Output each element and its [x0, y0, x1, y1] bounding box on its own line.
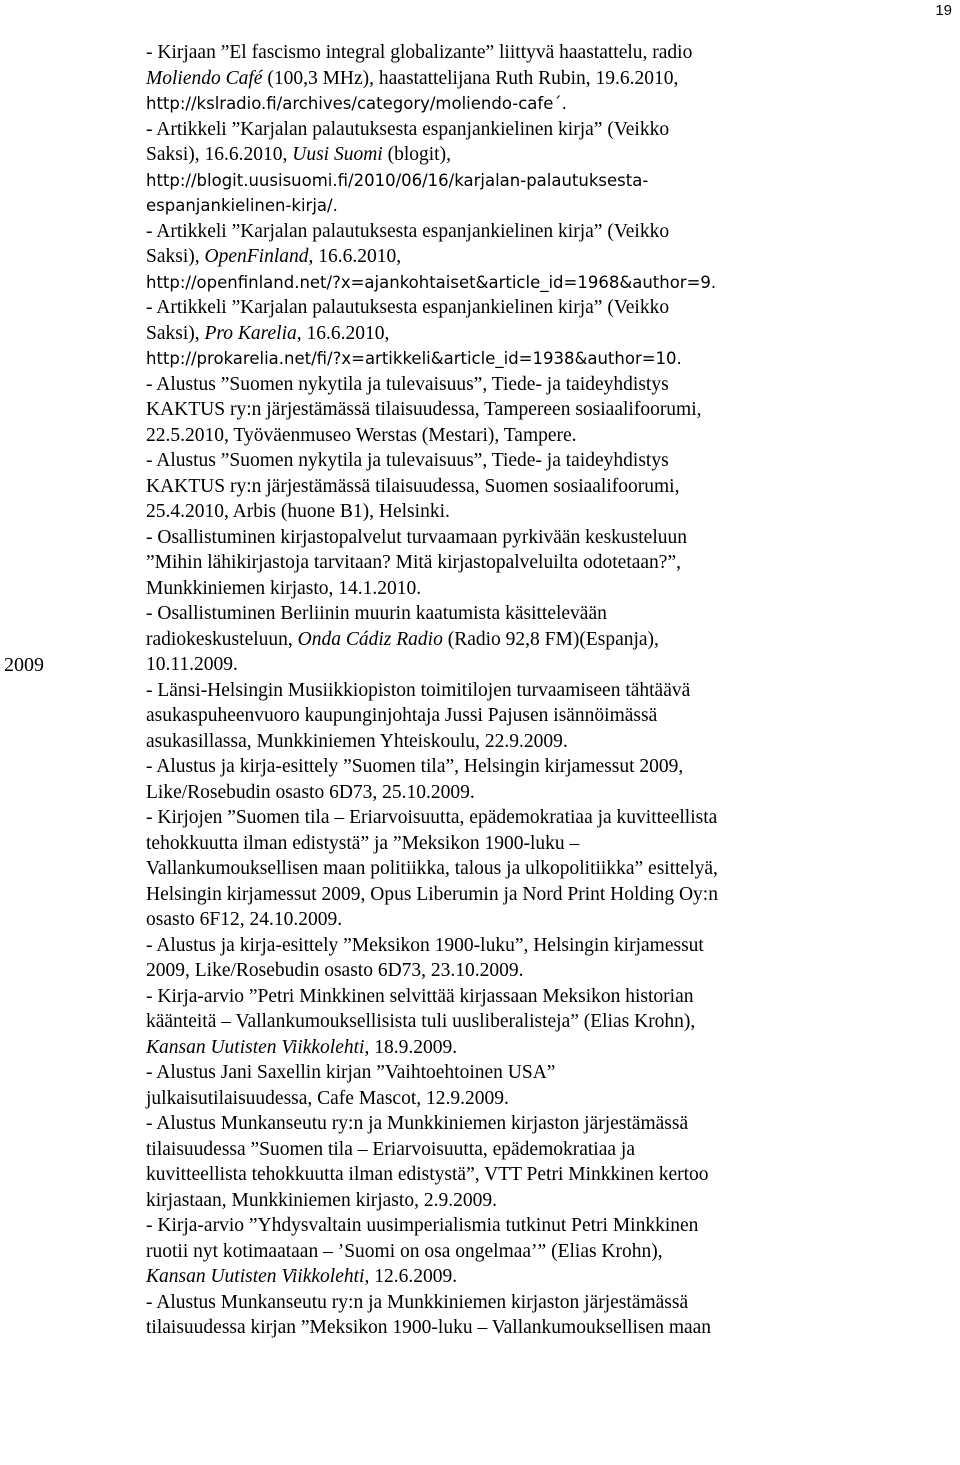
list-item — [146, 1213, 916, 1290]
entry-list — [146, 40, 916, 1341]
entry-text: - Länsi-Helsingin Musiikkiopiston toimitilojen turvaamiseen tähtäävä asukaspuheenvuoro kaupunginjohtaja Jussi Pajusen isännöimässä asukasillassa, Munkkiniemen Yhteiskoulu, 22.9.2009. — [146, 679, 691, 752]
entry-text: , 12.6.2009. — [364, 1266, 458, 1287]
title-italic: OpenFinland — [204, 246, 309, 267]
entry-text: - Osallistuminen kirjastopalvelut turvaamaan pyrkivään keskusteluun ”Mihin lähikirjastoja tarvitaan? Mitä kirjastopalveluilta odotetaan?”, Munkkiniemen kirjasto, 14.1.2010. — [146, 526, 687, 599]
entry-text: - Osallistuminen Berliinin muurin kaatumista käsittelevään radiokeskusteluun, — [146, 603, 607, 650]
list-item — [146, 1060, 916, 1111]
entry-text: (blogit), — [387, 144, 451, 165]
entry-text: - Alustus ”Suomen nykytila ja tulevaisuus”, Tiede- ja taideyhdistys KAKTUS ry:n järjestämässä tilaisuudessa, Tampereen sosiaalifoorumi, 22.5.2010, Työväenmuseo Werstas (Mestari), Tampere. — [146, 373, 702, 446]
list-item — [146, 754, 916, 805]
entry-text: - Artikkeli ”Karjalan palautuksesta espanjankielinen kirja” (Veikko Saksi), — [146, 297, 670, 344]
entry-text: - Alustus ja kirja-esittely ”Meksikon 1900-luku”, Helsingin kirjamessut 2009, Like/Rosebudin osasto 6D73, 23.10.2009. — [146, 934, 704, 981]
list-item — [146, 117, 916, 219]
list-item — [146, 984, 916, 1061]
url-text: http://prokarelia.net/fi/?x=artikkeli&article_id=1938&author=10. — [146, 349, 682, 368]
entry-text: , 18.9.2009. — [364, 1036, 458, 1058]
entry-text: - Kirjaan ”El fascismo integral globalizante” liittyvä haastattelu, radio — [146, 42, 693, 63]
entry-text: - Artikkeli ”Karjalan palautuksesta espanjankielinen kirja” (Veikko Saksi), — [146, 220, 670, 267]
title-italic: Onda Cádiz Radio — [297, 628, 443, 650]
title-italic: Moliendo Café — [146, 67, 263, 89]
list-item — [146, 448, 916, 525]
entry-text: - Kirja-arvio ”Petri Minkkinen selvittää kirjassaan Meksikon historian käänteitä – Vallankumouksellisista tuli uusliberalisteja” (Elias Krohn), — [146, 985, 696, 1032]
url-text: http://openfinland.net/?x=ajankohtaiset&article_id=1968&author=9. — [146, 272, 717, 292]
year-label: 2009 — [4, 654, 44, 676]
entry-text: (Radio 92,8 FM)(Espanja), 10.11.2009. — [146, 628, 659, 675]
list-item — [146, 1290, 916, 1341]
entry-text: - Alustus ”Suomen nykytila ja tulevaisuus”, Tiede- ja taideyhdistys KAKTUS ry:n järjestämässä tilaisuudessa, Suomen sosiaalifoorumi, 25.4.2010, Arbis (huone B1), Helsinki. — [146, 450, 680, 522]
entry-text: - Kirjojen ”Suomen tila – Eriarvoisuutta, epädemokratiaa ja kuvitteellista tehokkuutta ilman edistystä” ja ”Meksikon 1900-luku – Vallankumouksellisen maan politiikka, talous ja ulkopolitiikka” esittelyä, Helsingin kirjamessut 2009, Opus Liberumin ja Nord Print Holding Oy:n osasto 6F12, 24.10.2009. — [146, 807, 718, 930]
entry-text: (100,3 MHz), haastattelijana Ruth Rubin, 19.6.2010, — [267, 67, 679, 89]
entry-text: - Alustus Jani Saxellin kirjan ”Vaihtoehtoinen USA” julkaisutilaisuudessa, Cafe Mascot, 12.9.2009. — [146, 1062, 556, 1109]
list-item — [146, 295, 916, 372]
list-item — [146, 372, 916, 449]
url-text: http://blogit.uusisuomi.fi/2010/06/16/karjalan-palautuksesta- espanjankielinen-kirja/. — [146, 170, 649, 215]
list-item — [146, 933, 916, 984]
list-item — [146, 601, 916, 678]
entry-text: - Alustus ja kirja-esittely ”Suomen tila”, Helsingin kirjamessut 2009, Like/Rosebudin osasto 6D73, 25.10.2009. — [146, 756, 684, 803]
list-item — [146, 40, 916, 117]
title-italic: Kansan Uutisten Viikkolehti — [146, 1266, 365, 1287]
page-number: 19 — [935, 2, 952, 19]
list-item — [146, 1111, 916, 1213]
list-item — [146, 678, 916, 755]
entry-text: - Alustus Munkanseutu ry:n ja Munkkiniemen kirjaston järjestämässä tilaisuudessa ”Suomen tila – Eriarvoisuutta, epädemokratiaa ja kuvitteellista tehokkuutta ilman edistystä”, VTT Petri Minkkinen kertoo kirjastaan, Munkkiniemen kirjasto, 2.9.2009. — [146, 1113, 709, 1211]
list-item — [146, 525, 916, 602]
list-item — [146, 219, 916, 296]
entry-text: - Artikkeli ”Karjalan palautuksesta espanjankielinen kirja” (Veikko Saksi), 16.6.2010, — [146, 118, 670, 165]
title-italic: Kansan Uutisten Viikkolehti — [146, 1036, 365, 1058]
title-italic: Pro Karelia — [204, 322, 297, 344]
list-item — [146, 805, 916, 933]
entry-text: - Alustus Munkanseutu ry:n ja Munkkiniemen kirjaston järjestämässä tilaisuudessa kirjan ”Meksikon 1900-luku – Vallankumouksellisen maan — [146, 1291, 712, 1338]
entry-text: , 16.6.2010, — [296, 322, 390, 344]
title-italic: Uusi Suomi — [292, 144, 383, 165]
entry-text: - Kirja-arvio ”Yhdysvaltain uusimperialismia tutkinut Petri Minkkinen ruotii nyt kotimaataan – ’Suomi on osa ongelmaa’” (Elias Krohn), — [146, 1215, 699, 1262]
entry-text: , 16.6.2010, — [308, 246, 402, 267]
url-text: http://kslradio.fi/archives/category/moliendo-cafe´. — [146, 94, 567, 113]
